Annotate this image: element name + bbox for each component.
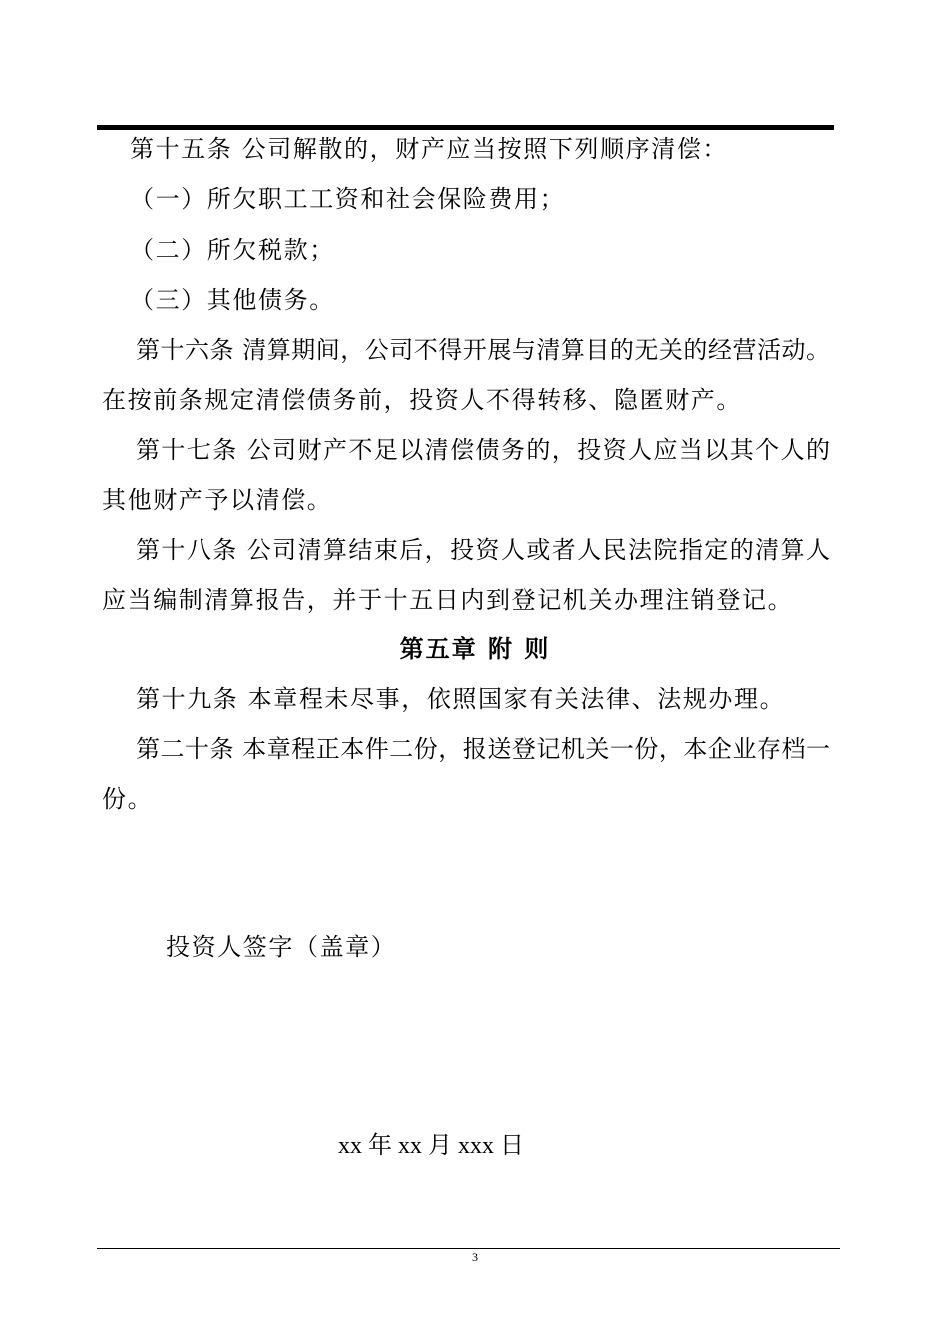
chapter-heading: 第五章 附 则 [399, 634, 551, 663]
article-18-line-1: 第十八条 公司清算结束后，投资人或者人民法院指定的清算人 [136, 536, 830, 564]
article-18-line-2: 应当编制清算报告，并于十五日内到登记机关办理注销登记。 [102, 586, 794, 614]
article-17-line-2: 其他财产予以清偿。 [102, 486, 333, 514]
signature-label: 投资人签字（盖章） [166, 933, 397, 961]
article-16-line-1: 第十六条 清算期间，公司不得开展与清算目的无关的经营活动。 [136, 336, 830, 364]
article-19: 第十九条 本章程未尽事，依照国家有关法律、法规办理。 [136, 685, 786, 713]
footer-rule [97, 1248, 840, 1249]
page-number: 3 [472, 1250, 478, 1264]
article-15: 第十五条 公司解散的，财产应当按照下列顺序清偿： [130, 135, 729, 163]
article-15-item-3: （三）其他债务。 [130, 286, 335, 314]
article-16-line-2: 在按前条规定清偿债务前，投资人不得转移、隐匿财产。 [102, 386, 742, 414]
article-17-line-1: 第十七条 公司财产不足以清偿债务的，投资人应当以其个人的 [136, 436, 830, 464]
article-15-item-2: （二）所欠税款； [130, 236, 335, 264]
article-15-item-1: （一）所欠职工工资和社会保险费用； [130, 185, 566, 213]
header-rule [97, 125, 834, 130]
date-line: xx 年 xx 月 xxx 日 [338, 1133, 524, 1159]
article-20-line-2: 份。 [102, 785, 154, 813]
article-20-line-1: 第二十条 本章程正本件二份，报送登记机关一份，本企业存档一 [136, 735, 830, 763]
